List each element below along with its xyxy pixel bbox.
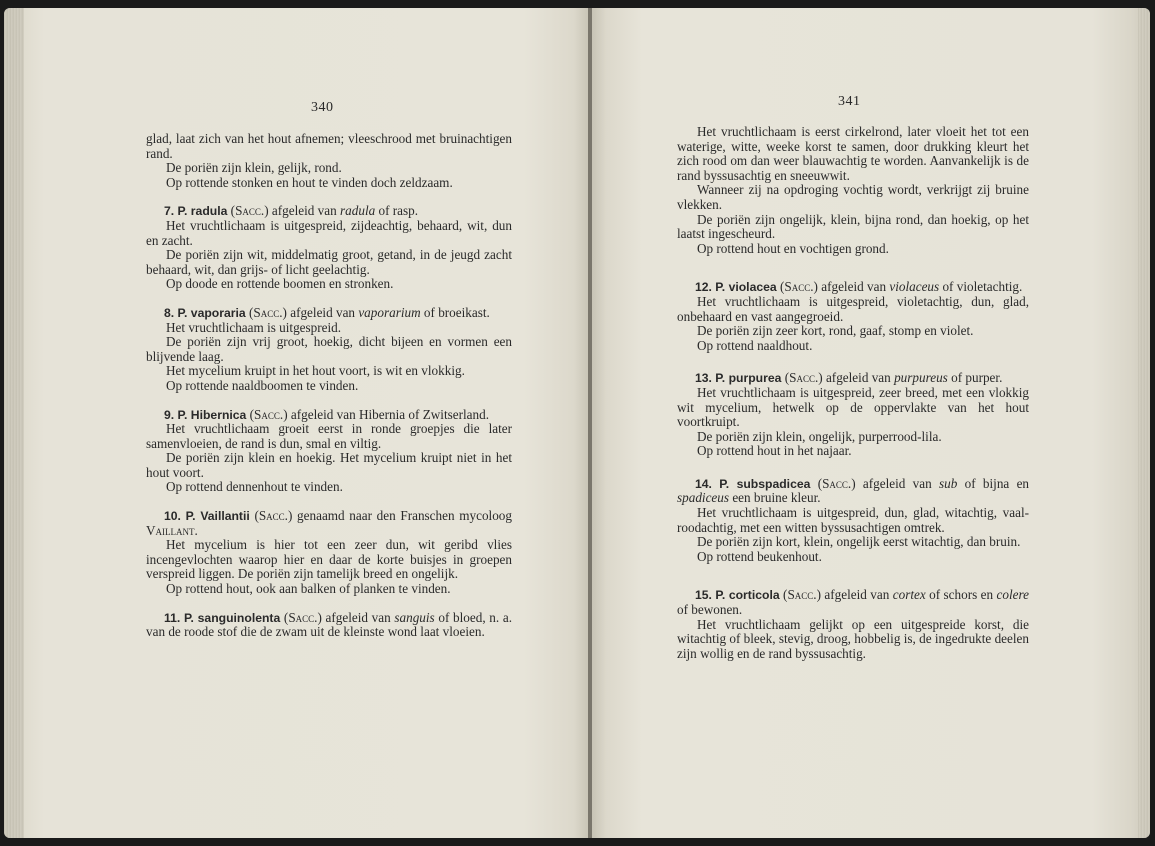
paragraph: Het vruchtlichaam gelijkt op een uitgespreide korst, die witachtig of bleek, stevig, droog, hobbelig is, de ingedrukte deelen zijn wollig en de rand byssusachtig. [677,616,1029,661]
right-page-text [677,125,1029,661]
paragraph: Het vruchtlichaam is eerst cirkelrond, later vloeit het tot een waterige, witte, weeke korst te samen, door drukking kleurt het zich rood om dan weer blauwachtig te worden. Aanvankelijk is de rand byssusachtig en sneeuwwit. [677,124,1029,183]
entry-heading: 12. P. violacea (Sacc.) afgeleid van violaceus of violetachtig. [695,279,1023,295]
paragraph: Het vruchtlichaam is uitgespreid, violetachtig, dun, glad, onbehaard en vast aangegroeid. [677,293,1029,324]
entry-heading: 9. P. Hibernica (Sacc.) afgeleid van Hibernia of Zwitserland. [164,406,489,422]
paragraph: Het vruchtlichaam is uitgespreid, zeer breed, met een vlokkig wit mycelium, hetwelk op de oppervlakte van het hout voortkruipt. [677,384,1029,430]
intro-text: afgeleid van [271,203,337,219]
entry-number: 11. [164,610,181,625]
intro-text: of bewonen. [677,602,743,618]
paragraph: Op rottend hout, ook aan balken of planken te vinden. [166,581,451,597]
entry-heading: 15. P. corticola (Sacc.) afgeleid van cortex of schors en colere of bewonen. [677,587,1029,618]
intro-italic: radula [340,203,376,219]
left-page [4,8,588,838]
entry-heading: 13. P. purpurea (Sacc.) afgeleid van purpureus of purper. [695,370,1003,386]
intro-italic: colere [996,587,1029,603]
entry-number: 7. [164,204,175,219]
entry-10 [146,509,512,597]
entry-12 [677,280,1029,353]
intro-text: afgeleid van [862,475,932,491]
paragraph: Het mycelium kruipt in het hout voort, is wit en vlokkig. [166,363,465,379]
paragraph: De poriën zijn ongelijk, klein, bijna rond, dan hoekig, op het laatst ingescheurd. [677,211,1029,242]
entry-13 [677,371,1029,459]
right-page [592,8,1150,838]
paragraph: Op rottend hout en vochtigen grond. [697,240,889,256]
paragraph: Op rottende stonken en hout te vinden doch zeldzaam. [166,174,453,190]
author: Sacc. [258,508,288,524]
intro-text: afgeleid van [825,370,891,386]
intro-italic: sanguis [394,609,435,625]
intro-text: of bijna en [964,475,1030,491]
paragraph: De poriën zijn zeer kort, rond, gaaf, stomp en violet. [697,323,974,339]
paragraph: Het vruchtlichaam is uitgespreid. [166,319,342,335]
paragraph: Op rottende naaldboomen te vinden. [166,377,359,393]
species-name: P. subspadicea [719,476,811,491]
intro-smallcaps: Vaillant. [146,522,198,538]
paragraph: De poriën zijn kort, klein, ongelijk eerst witachtig, dan bruin. [697,534,1021,550]
page-edge-left [4,8,24,838]
entry-11 [146,611,512,640]
intro-text: of broeikast. [423,304,490,320]
paragraph: De poriën zijn vrij groot, hoekig, dicht bijeen en vormen een blijvende laag. [146,334,512,364]
species-name: P. sanguinolenta [183,610,281,625]
author: Sacc. [253,304,283,320]
intro-text: of violetachtig. [942,279,1023,295]
entry-7 [146,204,512,292]
paragraph: Het mycelium is hier tot een zeer dun, wit geribd vlies incengevlochten waarop hier en daar de korte buisjes in groepen verspreid liggen. De poriën zijn tamelijk breed en ongelijk. [146,537,512,582]
intro-text: een bruine kleur. [732,490,821,506]
paragraph: De poriën zijn klein, gelijk, rond. [166,160,342,176]
entry-14 [677,477,1029,565]
page-number-left: 340 [311,100,334,115]
entry-9 [146,408,512,496]
species-name: P. Vaillantii [185,509,250,524]
entry-8 [146,306,512,394]
species-name: P. purpurea [715,371,782,386]
intro-text: afgeleid van [824,587,890,603]
page-edge-right [1138,8,1150,838]
author: Sacc. [784,279,814,295]
intro-text: of bloed, n. a. van de roode stof die de zwam uit de kleinste wond laat vloeien. [146,609,512,640]
intro-italic: violaceus [889,279,940,295]
entry-number: 8. [164,305,175,320]
entry-number: 10. [164,509,181,524]
paragraph: Wanneer zij na opdroging vochtig wordt, verkrijgt zij bruine vlekken. [677,182,1029,212]
open-book [4,8,1150,838]
author: Sacc. [822,475,852,491]
paragraph: Op rottend beukenhout. [697,548,822,564]
paragraph: Op rottend dennenhout te vinden. [166,479,343,495]
author: Sacc. [235,203,265,219]
entry-15 [677,588,1029,661]
species-name: P. vaporaria [177,305,246,320]
author: Sacc. [254,406,284,422]
author: Sacc. [288,609,318,625]
entry-number: 9. [164,407,175,422]
paragraph: glad, laat zich van het hout afnemen; vleeschrood met bruinachtigen rand. [146,131,512,161]
paragraph: De poriën zijn klein en hoekig. Het mycelium kruipt niet in het hout voort. [146,450,512,480]
species-name: P. corticola [715,588,780,603]
author: Sacc. [789,370,819,386]
intro-italic: spadiceus [677,490,730,506]
intro-text: afgeleid van [821,279,887,295]
intro-text: afgeleid van Hibernia of Zwitserland. [290,406,489,422]
species-name: P. radula [177,204,228,219]
species-name: P. Hibernica [177,407,247,422]
species-name: P. violacea [715,280,777,295]
intro-italic: vaporarium [358,304,421,320]
entry-heading: 10. P. Vaillantii (Sacc.) genaamd naar den Franschen mycoloog Vaillant. [146,508,512,538]
paragraph: Het vruchtlichaam is uitgespreid, dun, glad, witachtig, vaal-roodachtig, met een witten byssusachtigen omtrek. [677,505,1029,535]
paragraph: Het vruchtlichaam is uitgespreid, zijdeachtig, behaard, wit, dun en zacht. [146,217,512,248]
paragraph: De poriën zijn wit, middelmatig groot, getand, in de jeugd zacht behaard, wit, dan grijs- of licht geelachtig. [146,247,512,277]
page-number-right: 341 [838,94,861,109]
intro-italic: sub [939,475,958,491]
author: Sacc. [787,587,817,603]
paragraph: Op doode en rottende boomen en stronken. [166,276,394,292]
paragraph: Op rottend hout in het najaar. [697,443,852,459]
intro-italic: purpureus [894,370,948,386]
intro-text: afgeleid van [325,609,391,625]
intro-italic: cortex [892,587,926,603]
entry-heading: 11. P. sanguinolenta (Sacc.) afgeleid van sanguis of bloed, n. a. van de roode stof die de zwam uit de kleinste wond laat vloeien. [146,609,512,640]
entry-number: 13. [695,371,712,386]
entry-number: 12. [695,280,712,295]
left-page-text [146,132,512,640]
intro-text: of purper. [951,370,1003,386]
entry-heading: 8. P. vaporaria (Sacc.) afgeleid van vaporarium of broeikast. [164,304,490,320]
intro-text: of rasp. [378,203,419,219]
entry-heading: 14. P. subspadicea (Sacc.) afgeleid van sub of bijna en spadiceus een bruine kleur. [677,475,1030,506]
paragraph: Op rottend naaldhout. [697,337,813,353]
intro-text: genaamd naar den Franschen mycoloog [297,508,512,524]
entry-number: 15. [695,588,712,603]
entry-heading: 7. P. radula (Sacc.) afgeleid van radula of rasp. [164,203,419,219]
paragraph: De poriën zijn klein, ongelijk, purperrood-lila. [697,428,942,444]
intro-text: of schors en [929,587,994,603]
intro-text: afgeleid van [290,304,356,320]
paragraph: Het vruchtlichaam groeit eerst in ronde groepjes die later samenvloeien, de rand is dun, smal en viltig. [146,421,512,451]
entry-number: 14. [695,476,712,491]
